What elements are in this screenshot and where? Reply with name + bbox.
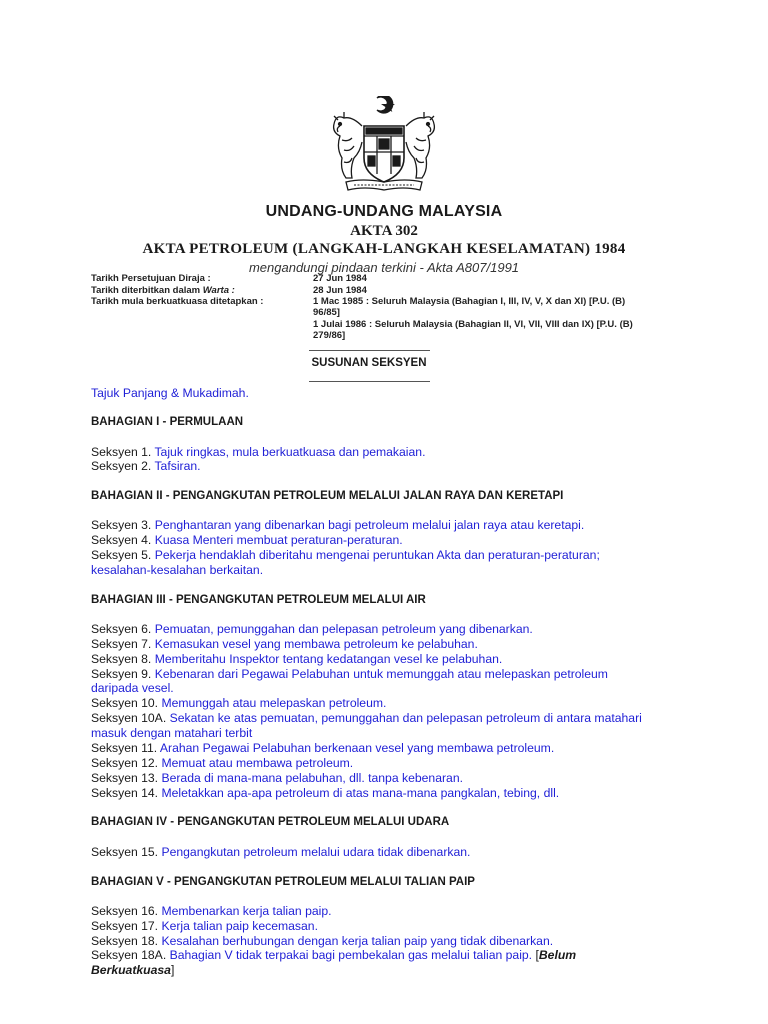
section-number: Seksyen 2. [91,459,152,473]
gazette-label-text: Tarikh diterbitkan dalam [91,285,203,296]
list-item [91,934,553,949]
list-item [91,548,600,563]
section-link[interactable]: Tajuk ringkas, mula berkuatkuasa dan pemakaian. [154,445,426,459]
list-item-cont [91,563,263,578]
list-item [91,756,353,771]
part-heading: BAHAGIAN III - PENGANGKUTAN PETROLEUM MELALUI AIR [91,594,426,606]
section-number: Seksyen 4. [91,533,152,547]
section-link[interactable]: Tafsiran. [154,459,201,473]
document-title: UNDANG-UNDANG MALAYSIA [265,203,503,220]
list-item [91,771,463,786]
section-number: Seksyen 10. [91,696,159,710]
section-number: Seksyen 3. [91,518,152,532]
section-number: Seksyen 18A. [91,948,167,962]
list-item [91,696,386,711]
section-link[interactable]: Kuasa Menteri membuat peraturan-peraturan. [154,533,403,547]
section-number: Seksyen 10A. [91,711,167,725]
commencement-label: Tarikh mula berkuatkuasa ditetapkan : [91,296,264,307]
list-item [91,652,502,667]
commencement-date-1: 1 Mac 1985 : Seluruh Malaysia (Bahagian I, III, IV, V, X dan XI) [P.U. (B) [313,296,626,307]
section-number: Seksyen 5. [91,548,152,562]
list-item [91,637,478,652]
section-number: Seksyen 17. [91,919,159,933]
section-link[interactable]: Berada di mana-mana pelabuhan, dll. tanpa kebenaran. [161,771,463,785]
section-link[interactable]: Kesalahan berhubungan dengan kerja talian paip yang tidak dibenarkan. [161,934,554,948]
act-number: AKTA 302 [350,223,418,239]
commencement-date-2-cont: 279/86] [313,330,346,341]
royal-assent-value: 27 Jun 1984 [313,273,367,284]
commencement-date-2: 1 Julai 1986 : Seluruh Malaysia (Bahagian II, VI, VII, VIII dan IX) [P.U. (B) [313,319,633,330]
preamble-link[interactable]: Tajuk Panjang & Mukadimah. [91,386,249,400]
part-heading: BAHAGIAN IV - PENGANGKUTAN PETROLEUM MELALUI UDARA [91,816,450,828]
list-item [91,459,201,474]
section-link[interactable]: Arahan Pegawai Pelabuhan berkenaan vesel yang membawa petroleum. [159,741,555,755]
section-number: Seksyen 16. [91,904,159,918]
section-link[interactable]: Penghantaran yang dibenarkan bagi petroleum melalui jalan raya atau keretapi. [154,518,585,532]
section-link[interactable]: Kerja talian paip kecemasan. [161,919,318,933]
section-link[interactable]: Bahagian V tidak terpakai bagi pembekalan gas melalui talian paip. [169,948,533,962]
list-item [91,741,554,756]
status-note-cont: Berkuatkuasa [91,963,171,977]
list-item [91,919,318,934]
amendment-note: mengandungi pindaan terkini - Akta A807/1991 [248,260,520,275]
section-number: Seksyen 18. [91,934,159,948]
gazette-label-italic: Warta : [202,285,235,296]
section-link[interactable]: Memuat atau membawa petroleum. [161,756,354,770]
section-link[interactable]: Memunggah atau melepaskan petroleum. [161,696,387,710]
bracket-close: ] [170,963,175,977]
list-item [91,386,249,401]
section-number: Seksyen 8. [91,652,152,666]
section-link[interactable]: Kebenaran dari Pegawai Pelabuhan untuk memunggah atau melepaskan petroleum [154,667,608,681]
section-link[interactable]: daripada vesel. [91,681,174,695]
act-title: AKTA PETROLEUM (LANGKAH-LANGKAH KESELAMATAN) 1984 [142,241,626,257]
section-number: Seksyen 15. [91,845,159,859]
part-heading: BAHAGIAN V - PENGANGKUTAN PETROLEUM MELALUI TALIAN PAIP [91,876,475,888]
list-item-cont [91,681,174,696]
section-link[interactable]: Meletakkan apa-apa petroleum di atas mana-mana pangkalan, tebing, dll. [161,786,560,800]
section-number: Seksyen 14. [91,786,159,800]
royal-assent-label: Tarikh Persetujuan Diraja : [91,273,211,284]
bracket-open: [ [532,948,539,962]
section-link[interactable]: kesalahan-kesalahan berkaitan. [91,563,264,577]
gazette-value: 28 Jun 1984 [313,285,367,296]
list-item [91,948,576,963]
part-heading: BAHAGIAN II - PENGANGKUTAN PETROLEUM MELALUI JALAN RAYA DAN KERETAPI [91,490,564,502]
section-link[interactable]: Sekatan ke atas pemuatan, pemunggahan dan pelepasan petroleum di antara matahari [169,711,642,725]
section-number: Seksyen 9. [91,667,152,681]
section-number: Seksyen 11. [91,741,158,755]
commencement-date-1-cont: 96/85] [313,307,340,318]
section-link[interactable]: Pekerja hendaklah diberitahu mengenai peruntukan Akta dan peraturan-peraturan; [154,548,600,562]
list-item [91,904,332,919]
list-item [91,622,533,637]
section-link[interactable]: Pemuatan, pemunggahan dan pelepasan petroleum yang dibenarkan. [154,622,533,636]
section-number: Seksyen 7. [91,637,152,651]
list-item [91,845,470,860]
section-number: Seksyen 1. [91,445,152,459]
list-item [91,533,403,548]
coat-of-arms-icon [322,96,446,196]
section-link[interactable]: Membenarkan kerja talian paip. [161,904,332,918]
list-item-cont [91,726,252,741]
list-item [91,786,559,801]
gazette-label [91,285,235,297]
section-link[interactable]: Kemasukan vesel yang membawa petroleum ke pelabuhan. [154,637,478,651]
list-item [91,667,608,682]
section-number: Seksyen 13. [91,771,159,785]
section-number: Seksyen 12. [91,756,159,770]
section-link[interactable]: Memberitahu Inspektor tentang kedatangan vesel ke pelabuhan. [154,652,503,666]
list-item-cont [91,963,174,978]
section-link[interactable]: masuk dengan matahari terbit [91,726,253,740]
divider [309,381,430,382]
status-note: Belum [538,948,577,962]
part-heading: BAHAGIAN I - PERMULAAN [91,416,244,428]
list-item [91,445,425,460]
arrangement-heading: SUSUNAN SEKSYEN [311,357,427,369]
divider [309,350,430,351]
section-link[interactable]: Pengangkutan petroleum melalui udara tidak dibenarkan. [161,845,471,859]
list-item [91,518,584,533]
list-item [91,711,642,726]
section-number: Seksyen 6. [91,622,152,636]
